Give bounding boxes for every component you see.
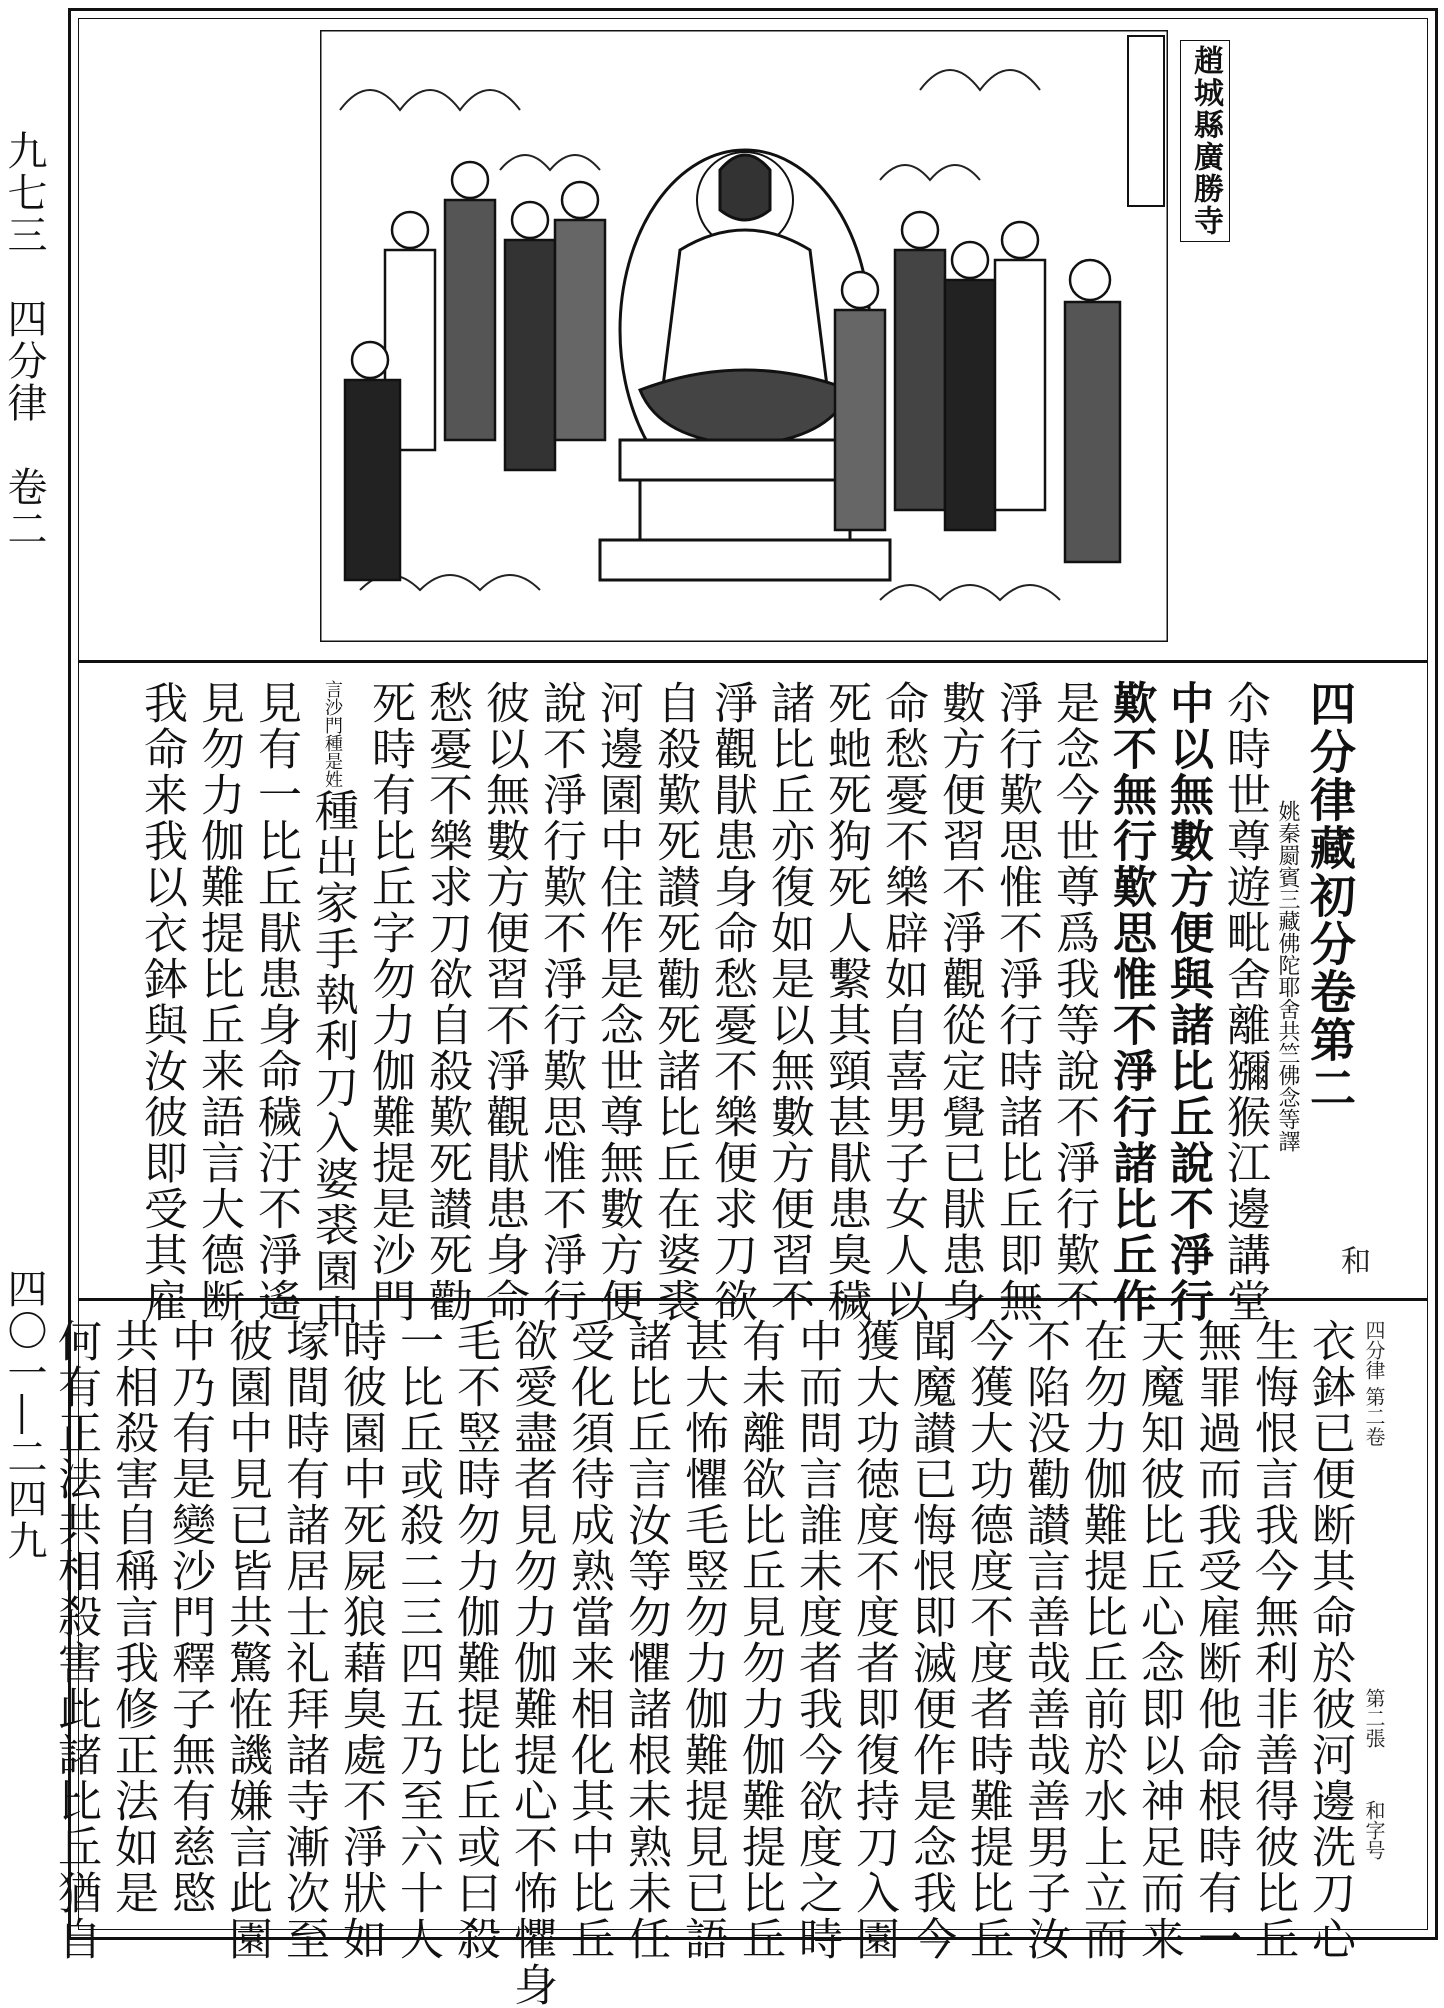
text-column: 不陷没勸讃言善哉善哉善男子汝: [1019, 1318, 1070, 1962]
text-column: 死時有比丘字勿力伽難提是沙門: [364, 680, 415, 1324]
text-column: 尒時世尊遊毗舍離獼猴江邊講堂: [1219, 680, 1270, 1324]
text-column: 說不淨行歎不淨行歎思惟不淨行: [535, 680, 586, 1324]
text-column: 諸比丘言汝等勿懼諸根未熟未任: [620, 1318, 671, 1962]
text-column: 彼以無數方便習不淨觀猒患身命: [478, 680, 529, 1324]
text-column: 中以無數方便與諸比丘說不淨行: [1162, 680, 1213, 1324]
text-column: 言沙門種是姓種出家手執利刀入婆裘園中: [307, 680, 358, 1340]
interlinear-gloss: 言沙門種是姓: [322, 680, 343, 788]
text-column: 河邊園中住作是念世尊無數方便: [592, 680, 643, 1324]
translator-mark: 和: [1335, 1245, 1370, 1275]
text-column: 在勿力伽難提比丘前於水上立而: [1076, 1318, 1127, 1962]
text-column: 命愁憂不樂辟如自喜男子女人以: [877, 680, 928, 1324]
text-column: 欲愛盡者見勿力伽難提心不怖懼身: [506, 1318, 557, 2008]
text-column: 毛不竪時勿力伽難提比丘或曰殺: [449, 1318, 500, 1962]
text-column: 衣鉢已便断其命於彼河邊洗刀心: [1304, 1318, 1355, 1962]
text-column: 何有正法共相殺害此諸比丘猶自: [50, 1318, 101, 1962]
text-column: 愁憂不樂求刀欲自殺歎死讃死勸: [421, 680, 472, 1324]
text-column: 有未離欲比丘見勿力伽難提比丘: [734, 1318, 785, 1962]
text-column: 獲大功徳度不度者即復持刀入園: [848, 1318, 899, 1962]
text-column: 受化須待成熟當来相化其中比丘: [563, 1318, 614, 1962]
text-column: 塜間時有諸居士礼拜諸寺漸次至: [278, 1318, 329, 1962]
section-divider-top: [78, 660, 1428, 663]
text-column: 共相殺害自稱言我修正法如是: [107, 1318, 158, 1916]
margin-note-mark: 和字号: [1362, 1800, 1386, 1860]
text-column: 我命来我以衣鉢與汝彼即受其雇: [136, 680, 187, 1324]
margin-note-volume: 四分律 第二卷: [1362, 1320, 1386, 1447]
scripture-section-2: [47, 1318, 1358, 2008]
text-column: 中乃有是變沙門釋子無有慈愍: [164, 1318, 215, 1916]
text-column: 見有一比丘猒患身命穢汙不淨遙: [250, 680, 301, 1324]
text-column: 中而問言誰未度者我今欲度之時: [791, 1318, 842, 1962]
text-column: 諸比丘亦復如是以無數方便習不: [763, 680, 814, 1324]
translator-byline: 姚秦罽賓三藏佛陀耶舍共竺佛念等譯: [1275, 800, 1300, 1152]
text-column: 見勿力伽難提比丘来語言大德断: [193, 680, 244, 1324]
margin-caption-top: 九七三 四分律 卷二: [1, 130, 47, 550]
text-column: 死虵死狗死人繫其頸甚猒患臭穢: [820, 680, 871, 1324]
text-column: 歎不無行歎思惟不淨行諸比丘作: [1105, 680, 1156, 1324]
scripture-title: 四分律藏初分卷第二: [1303, 680, 1357, 1112]
text-column: 時彼園中死屍狼藉臭處不淨狀如: [335, 1318, 386, 1962]
text-column: 淨觀猒患身命愁憂不樂便求刀欲: [706, 680, 757, 1324]
temple-inscription: 趙城縣廣勝寺: [1180, 40, 1230, 242]
text-column: 數方便習不淨觀從定覺已猒患身: [934, 680, 985, 1324]
margin-note-sheet: 第二張: [1362, 1688, 1386, 1748]
text-column: 彼園中見已皆共驚恠譏嫌言此園: [221, 1318, 272, 1962]
text-column: 淨行歎思惟不淨行時諸比丘即無: [991, 680, 1042, 1324]
text-column: 聞魔讃已悔恨即滅便作是念我今: [905, 1318, 956, 1962]
text-column: 是念今世尊爲我等說不淨行歎不: [1048, 680, 1099, 1324]
text-column: 自殺歎死讃死勸死諸比丘在婆裘: [649, 680, 700, 1324]
text-column: 一比丘或殺二三四五乃至六十人: [392, 1318, 443, 1962]
scripture-section-1: [133, 680, 1358, 1340]
text-column: 天魔知彼比丘心念即以神足而来: [1133, 1318, 1184, 1962]
text-column: 今獲大功德度不度者時難提比丘: [962, 1318, 1013, 1962]
text-column: 生悔恨言我今無利非善得彼比丘: [1247, 1318, 1298, 1962]
frontispiece-illustration: [320, 30, 1168, 642]
text-column: 甚大怖懼毛竪勿力伽難提見已語: [677, 1318, 728, 1962]
margin-page-number: 四〇一―二四九: [1, 1268, 47, 1562]
text-column: 無罪過而我受雇断他命根時有一: [1190, 1318, 1241, 1962]
